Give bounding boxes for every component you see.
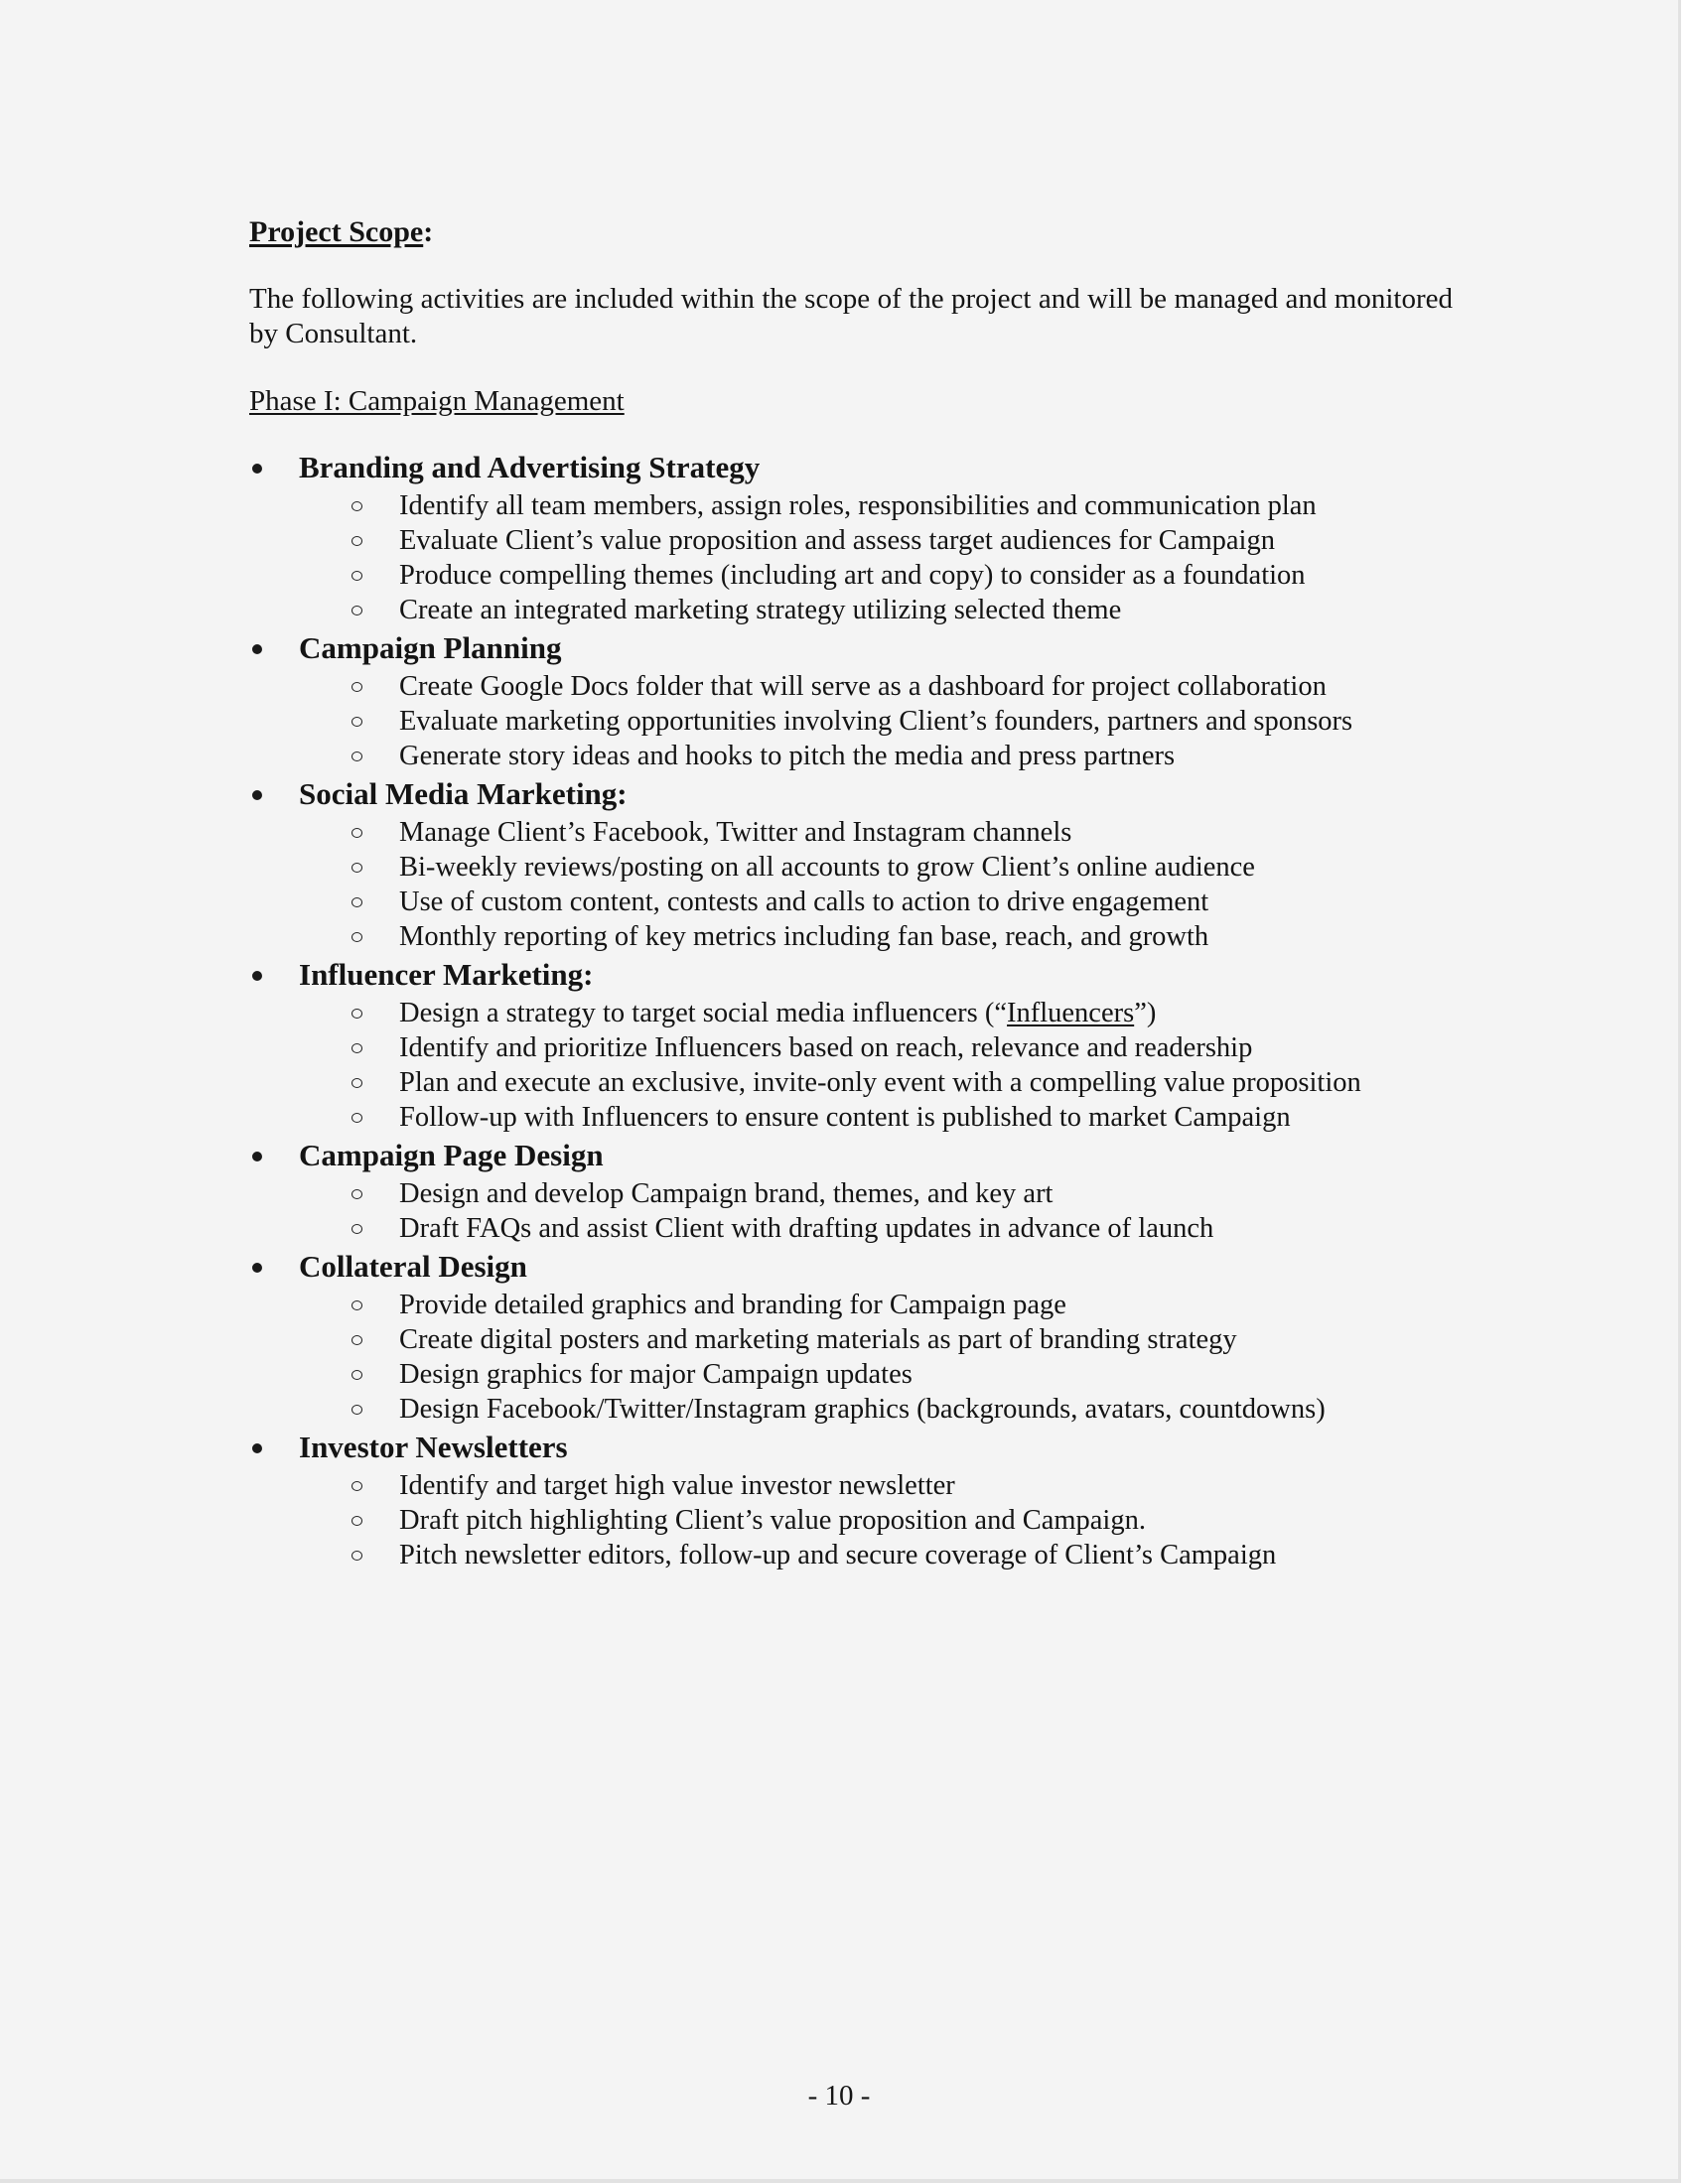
list-item-text: Generate story ideas and hooks to pitch the media and press partners: [399, 741, 1176, 771]
hollow-bullet-icon: [352, 1481, 362, 1491]
list-item: [299, 1288, 1456, 1322]
hollow-bullet-icon: [352, 1078, 362, 1088]
scope-section-title: Campaign Page Design: [299, 1138, 604, 1172]
list-item: [299, 1468, 1456, 1503]
scope-section-title: Investor Newsletters: [299, 1430, 568, 1464]
scope-section-title: Social Media Marketing:: [299, 776, 628, 811]
hollow-bullet-icon: [352, 501, 362, 511]
list-item-text: Provide detailed graphics and branding for Campaign page: [399, 1290, 1066, 1320]
list-item-text: Evaluate marketing opportunities involving Client’s founders, partners and sponsors: [399, 706, 1353, 737]
hollow-bullet-icon: [352, 1043, 362, 1053]
hollow-bullet-icon: [352, 1300, 362, 1310]
scope-section: [249, 1427, 1456, 1572]
scope-section: [249, 954, 1456, 1135]
list-item: [299, 1357, 1456, 1392]
list-item: [299, 1030, 1456, 1065]
list-item-text: Plan and execute an exclusive, invite-only event with a compelling value proposition: [399, 1067, 1361, 1098]
hollow-bullet-icon: [352, 1009, 362, 1019]
defined-term: Influencers: [1007, 998, 1135, 1028]
filled-bullet-icon: [252, 1263, 262, 1273]
page-content: [249, 212, 1456, 1572]
scope-section-title: Branding and Advertising Strategy: [299, 450, 761, 484]
list-item-text: Monthly reporting of key metrics including fan base, reach, and growth: [399, 921, 1209, 952]
section-heading-colon: :: [423, 215, 434, 248]
list-item-text: Identify all team members, assign roles, responsibilities and communication plan: [399, 490, 1317, 521]
hollow-bullet-icon: [352, 863, 362, 873]
scope-list: [249, 447, 1456, 1572]
list-item: [299, 996, 1456, 1030]
list-item: [299, 523, 1456, 558]
scope-sublist: [299, 669, 1456, 773]
scope-section-title: Influencer Marketing:: [299, 957, 594, 992]
list-item-text: Identify and prioritize Influencers based on reach, relevance and readership: [399, 1032, 1253, 1063]
filled-bullet-icon: [252, 971, 262, 981]
scope-sublist: [299, 815, 1456, 954]
scope-section-title: Campaign Planning: [299, 630, 562, 665]
scope-sublist: [299, 1288, 1456, 1427]
scope-section: [249, 447, 1456, 627]
hollow-bullet-icon: [352, 536, 362, 546]
filled-bullet-icon: [252, 644, 262, 654]
list-item-text: Identify and target high value investor newsletter: [399, 1470, 955, 1501]
list-item: [299, 1065, 1456, 1100]
list-item: [299, 1538, 1456, 1572]
scope-section: [249, 1246, 1456, 1427]
hollow-bullet-icon: [352, 828, 362, 838]
list-item: [299, 704, 1456, 739]
hollow-bullet-icon: [352, 606, 362, 615]
list-item-text: Manage Client’s Facebook, Twitter and Instagram channels: [399, 817, 1072, 848]
filled-bullet-icon: [252, 1443, 262, 1453]
scope-section-title: Collateral Design: [299, 1249, 527, 1284]
hollow-bullet-icon: [352, 1113, 362, 1123]
scope-sublist: [299, 488, 1456, 627]
list-item-text-after: ”): [1134, 998, 1157, 1028]
hollow-bullet-icon: [352, 1189, 362, 1199]
list-item: [299, 1503, 1456, 1538]
scope-sublist: [299, 996, 1456, 1135]
filled-bullet-icon: [252, 464, 262, 474]
list-item-text: Create Google Docs folder that will serve as a dashboard for project collaboration: [399, 671, 1327, 702]
section-heading: [249, 212, 1456, 252]
list-item: [299, 885, 1456, 919]
list-item-text-before: Design a strategy to target social media influencers (“: [399, 998, 1007, 1028]
list-item: [299, 593, 1456, 627]
list-item-text: Pitch newsletter editors, follow-up and secure coverage of Client’s Campaign: [399, 1540, 1277, 1570]
page-number: - 10 -: [807, 2080, 871, 2112]
list-item-text: Draft FAQs and assist Client with drafting updates in advance of launch: [399, 1213, 1214, 1244]
scope-section: [249, 627, 1456, 773]
list-item: [299, 919, 1456, 954]
list-item-text: Create digital posters and marketing materials as part of branding strategy: [399, 1324, 1237, 1355]
list-item-text: Use of custom content, contests and calls to action to drive engagement: [399, 887, 1209, 917]
list-item: [299, 1392, 1456, 1427]
list-item-text: Follow-up with Influencers to ensure content is published to market Campaign: [399, 1102, 1291, 1133]
filled-bullet-icon: [252, 1152, 262, 1161]
hollow-bullet-icon: [352, 1516, 362, 1526]
list-item-text: Create an integrated marketing strategy utilizing selected theme: [399, 595, 1122, 625]
list-item-text: Design graphics for major Campaign updates: [399, 1359, 913, 1390]
list-item: [299, 1322, 1456, 1357]
list-item: [299, 558, 1456, 593]
section-heading-text: Project Scope: [249, 215, 424, 248]
hollow-bullet-icon: [352, 897, 362, 907]
list-item-text: Produce compelling themes (including art and copy) to consider as a foundation: [399, 560, 1306, 591]
hollow-bullet-icon: [352, 1551, 362, 1561]
scope-section: [249, 773, 1456, 954]
scope-sublist: [299, 1468, 1456, 1572]
list-item: [299, 850, 1456, 885]
list-item-text: Draft pitch highlighting Client’s value proposition and Campaign.: [399, 1505, 1146, 1536]
hollow-bullet-icon: [352, 1405, 362, 1415]
list-item: [299, 1211, 1456, 1246]
list-item-text: Design and develop Campaign brand, themes, and key art: [399, 1178, 1054, 1209]
scope-section: [249, 1135, 1456, 1246]
hollow-bullet-icon: [352, 1335, 362, 1345]
hollow-bullet-icon: [352, 1370, 362, 1380]
list-item: [299, 815, 1456, 850]
list-item-text: Bi-weekly reviews/posting on all accounts to grow Client’s online audience: [399, 852, 1255, 883]
hollow-bullet-icon: [352, 682, 362, 692]
list-item: [299, 739, 1456, 773]
scope-sublist: [299, 1176, 1456, 1246]
list-item: [299, 488, 1456, 523]
intro-paragraph: The following activities are included within the scope of the project and will be managed and monitored by Consultant.: [249, 283, 1453, 349]
hollow-bullet-icon: [352, 717, 362, 727]
filled-bullet-icon: [252, 790, 262, 800]
list-item-text: Design Facebook/Twitter/Instagram graphics (backgrounds, avatars, countdowns): [399, 1394, 1326, 1425]
list-item: [299, 1100, 1456, 1135]
hollow-bullet-icon: [352, 1224, 362, 1234]
list-item: [299, 1176, 1456, 1211]
list-item-text: Evaluate Client’s value proposition and assess target audiences for Campaign: [399, 525, 1275, 556]
hollow-bullet-icon: [352, 932, 362, 942]
hollow-bullet-icon: [352, 751, 362, 761]
phase-heading: Phase I: Campaign Management: [249, 385, 625, 417]
list-item: [299, 669, 1456, 704]
hollow-bullet-icon: [352, 571, 362, 581]
